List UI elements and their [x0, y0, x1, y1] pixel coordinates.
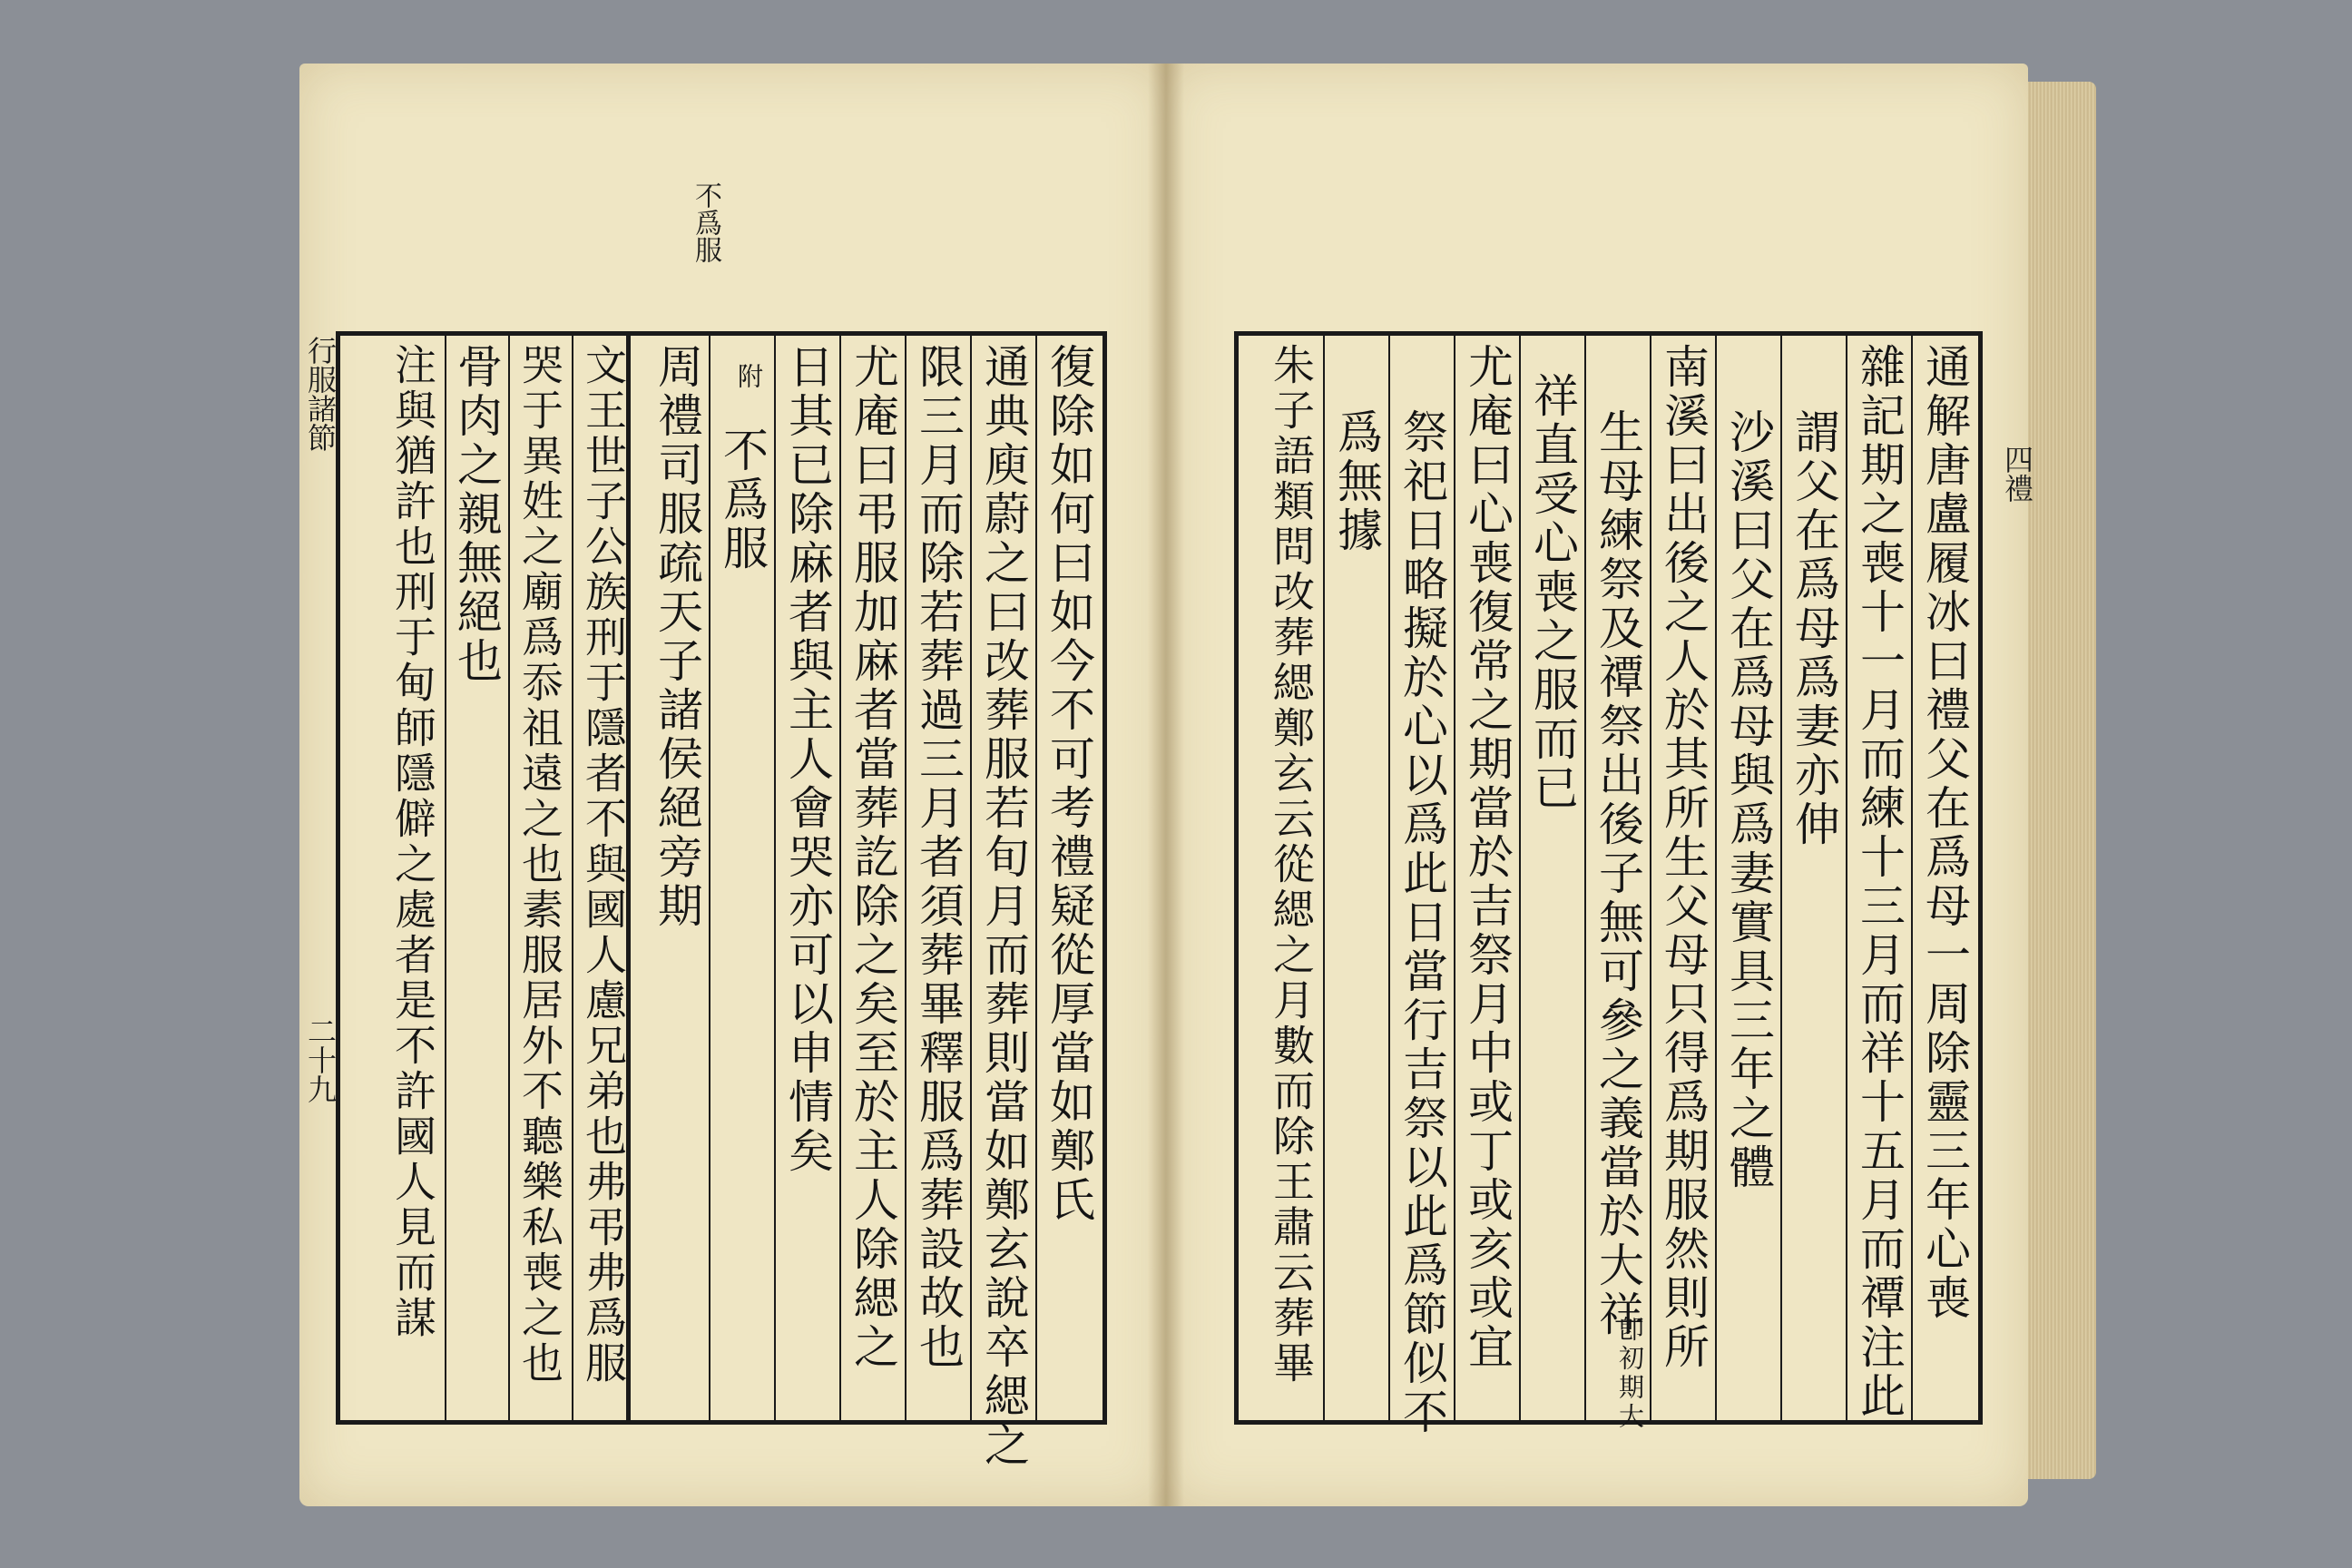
right-col-3: 謂父在爲母爲妻亦伸 [1788, 408, 1840, 849]
right-col-1: 通解唐盧履冰曰禮父在爲母一周除靈三年心喪 [1918, 343, 1971, 1323]
left-outer-frame [336, 331, 635, 1425]
right-margin-label: 四禮 [2000, 445, 2034, 503]
left-margin-label: 行服諸節 [303, 336, 338, 452]
right-col-10: 爲無據 [1330, 408, 1383, 555]
left-col-10: 哭于異姓之廟爲忝祖遠之也素服居外不聽樂私喪之也 [515, 343, 564, 1387]
left-col-1: 復除如何曰如今不可考禮疑從厚當如鄭氏 [1043, 343, 1095, 1225]
left-col-2: 通典庾蔚之曰改葬服若旬月而葬則當如鄭玄說卒緦之 [977, 343, 1030, 1470]
right-col-4: 沙溪曰父在爲母與爲妻實具三年之體 [1722, 408, 1775, 1192]
left-col-9: 文王世子公族刑于隱者不與國人慮兄弟也弗弔弗爲服 [579, 343, 628, 1387]
page-edges [2028, 82, 2096, 1479]
right-col-8: 尤庵曰心喪復常之期當於吉祭月中或丁或亥或宜 [1461, 343, 1514, 1372]
top-note: 不爲服 [690, 181, 721, 263]
right-col-11: 朱子語類問改葬緦鄭玄云從緦之月數而除王肅云葬畢 [1267, 343, 1316, 1387]
open-book [299, 64, 2096, 1506]
left-col-6: 附 [734, 363, 764, 392]
left-page-number: 二十九 [303, 1016, 338, 1103]
right-col-2: 雜記期之喪十一月而練十三月而祥十五月而禫注此 [1853, 343, 1906, 1421]
right-col-5: 南溪曰出後之人於其所生父母只得爲期服然則所 [1657, 343, 1710, 1372]
left-col-11: 骨肉之親無絕也 [450, 343, 503, 686]
left-col-3: 限三月而除若葬過三月者須葬畢釋服爲葬設故也 [912, 343, 965, 1372]
left-col-8: 周禮司服疏天子諸侯絕旁期 [651, 343, 703, 931]
left-text-frame [626, 331, 1107, 1470]
inline-note: 卽初期大 [1615, 1316, 1645, 1432]
left-col-4: 尤庵曰弔服加麻者當葬訖除之矣至於主人除緦之 [847, 343, 899, 1372]
left-col-12: 注與猶許也刑于甸師隱僻之處者是不許國人見而謀 [388, 343, 437, 1341]
right-col-6: 生母練祭及禫祭出後子無可參之義當於大祥 [1592, 408, 1644, 1339]
right-col-9: 祭祀日略擬於心以爲此日當行吉祭以此爲節似不 [1396, 408, 1448, 1437]
left-col-5: 日其已除麻者與主人會哭亦可以申情矣 [781, 343, 834, 1176]
right-text-frame [1234, 331, 1983, 1437]
left-col-7: 不爲服 [716, 426, 769, 573]
right-col-7: 祥直受心喪之服而已 [1526, 372, 1579, 813]
book-gutter [1148, 64, 1184, 1506]
